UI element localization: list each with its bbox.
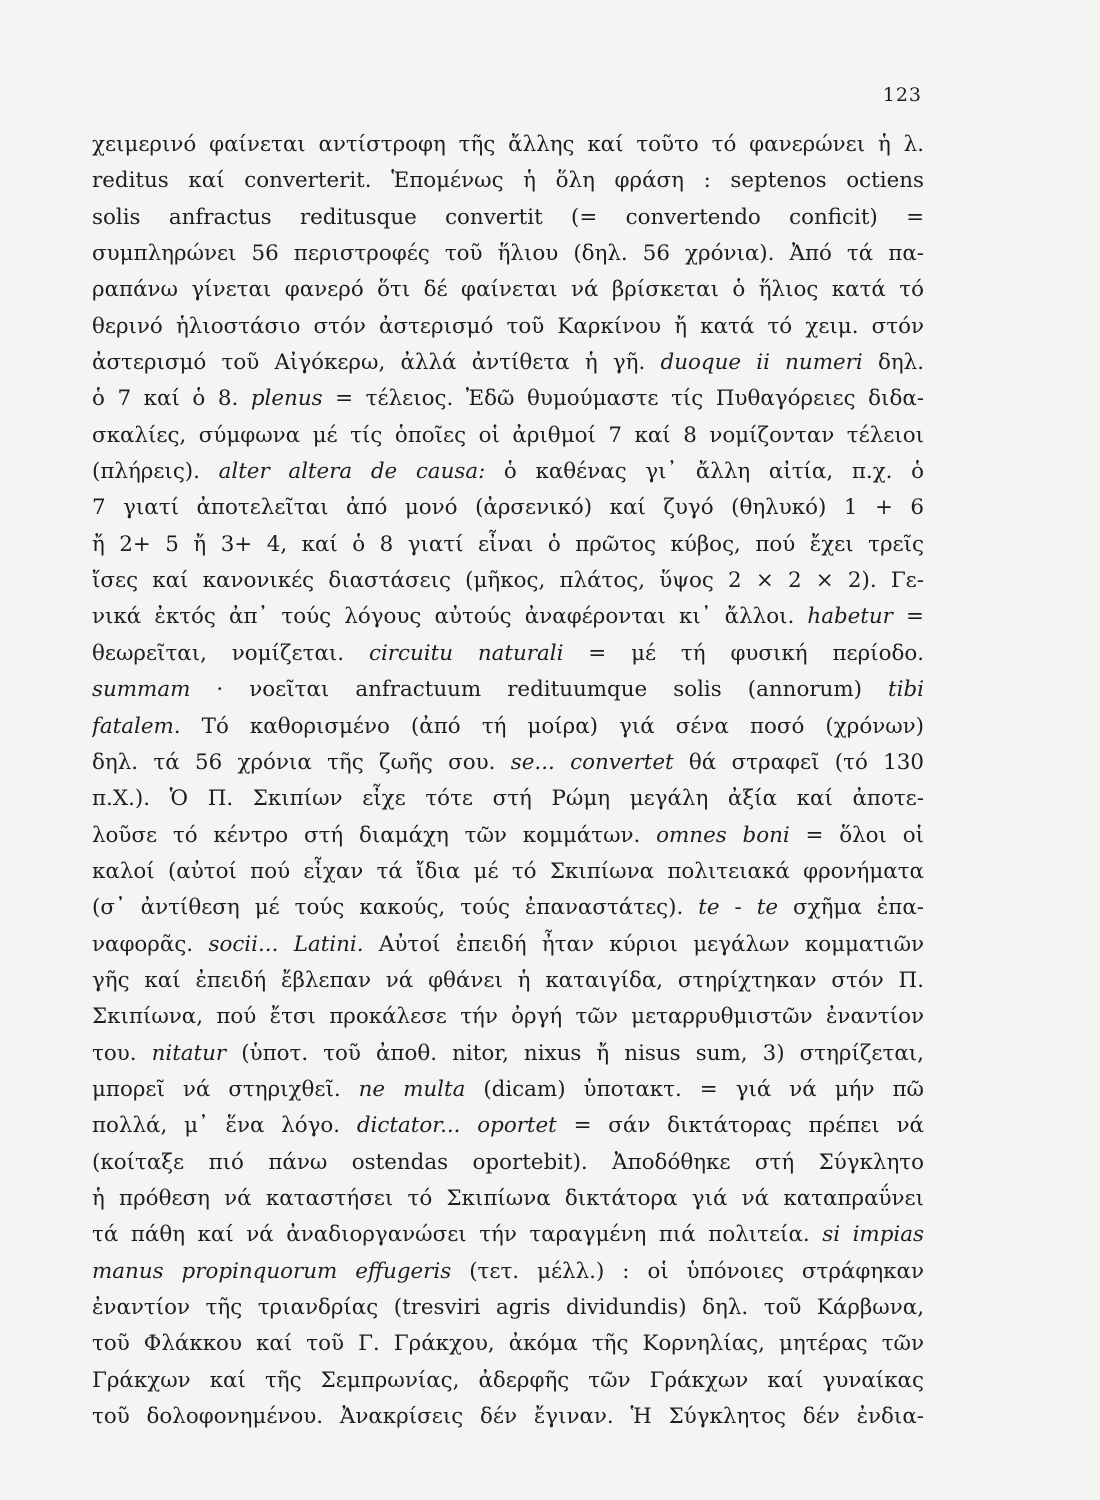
text-span: (σ᾽ ἀντίθεση μέ τούς κακούς, τούς ἐπαναστάτες). [92,895,699,921]
text-line [92,599,924,635]
text-line [92,745,924,781]
text-span: ἀστερισμό τοῦ Αἰγόκερω, ἀλλά ἀντίθετα ἡ γῆ. [92,350,661,376]
text-span: Γράκχων καί τῆς Σεμπρωνίας, ἀδερφῆς τῶν Γράκχων καί γυναίκας [92,1367,924,1393]
text-span: δηλ. [862,350,924,376]
text-line [92,1399,924,1435]
text-span: γῆς καί ἐπειδή ἔβλεπαν νά φθάνει ἡ καταιγίδα, στηρίχτηκαν στόν Π. [92,967,924,993]
text-line [92,818,924,854]
text-span: = ὅλοι οἱ [789,822,924,848]
text-line [92,781,924,817]
text-span: συμπληρώνει 56 περιστροφές τοῦ ἥλιου (δηλ. 56 χρόνια). Ἀπό τά πα- [92,241,924,267]
latin-term: alter altera de causa: [218,459,486,485]
text-span: τοῦ Φλάκκου καί τοῦ Γ. Γράκχου, ἀκόμα τῆς Κορνηλίας, μητέρας τῶν [92,1331,924,1357]
latin-term: duoque ii numeri [660,350,863,376]
latin-term: tibi [888,677,924,703]
text-span: solis anfractus reditusque convertit (= convertendo conficit) = [92,204,924,230]
text-line [92,1072,924,1108]
latin-term: ne multa [358,1076,466,1102]
text-span: ἤ 2+ 5 ἤ 3+ 4, καί ὁ 8 γιατί εἶναι ὁ πρῶτος κύβος, πού ἔχει τρεῖς [92,531,924,557]
latin-term: te - te [698,895,779,921]
text-span: (πλήρεις). [92,459,219,485]
text-line [92,345,924,381]
text-span: 7 γιατί ἀποτελεῖται ἀπό μονό (ἀρσενικό) καί ζυγό (θηλυκό) 1 + 6 [92,495,924,521]
text-span: (dicam) ὑποτακτ. = γιά νά μήν πῶ [465,1076,924,1102]
text-line [92,1036,924,1072]
text-line [92,854,924,890]
text-span: θά στραφεῖ (τό 130 [673,749,924,775]
text-line [92,563,924,599]
text-span: = [892,604,924,630]
text-span: ἴσες καί κανονικές διαστάσεις (μῆκος, πλάτος, ὕψος 2 × 2 × 2). Γε- [92,568,924,594]
text-span: Τό καθορισμένο (ἀπό τή μοίρα) γιά σένα ποσό (χρόνων) [180,713,924,739]
text-span: καλοί (αὐτοί πού εἶχαν τά ἴδια μέ τό Σκιπίωνα πολιτειακά φρονήματα [92,858,924,884]
text-span: θερινό ἡλιοστάσιο στόν ἀστερισμό τοῦ Καρκίνου ἤ κατά τό χειμ. στόν [92,313,924,339]
text-line [92,1181,924,1217]
text-span: ἡ πρόθεση νά καταστήσει τό Σκιπίωνα δικτάτορα γιά νά καταπραΰνει [92,1185,924,1211]
text-span: · νοεῖται anfractuum redituumque solis (annorum) [190,677,889,703]
text-line [92,890,924,926]
latin-term: se... convertet [510,749,674,775]
text-span: (κοίταξε πιό πάνω ostendas oportebit). Ἀποδόθηκε στή Σύγκλητο [92,1149,924,1175]
text-span: μπορεῖ νά στηριχθεῖ. [92,1076,359,1102]
text-line [92,927,924,963]
text-span: Σκιπίωνα, πού ἔτσι προκάλεσε τήν ὀργή τῶν μεταρρυθμιστῶν ἐναντίον [92,1004,924,1030]
text-line [92,1326,924,1362]
text-line [92,127,924,163]
text-line [92,200,924,236]
text-line [92,163,924,199]
text-line [92,672,924,708]
text-line [92,963,924,999]
text-line [92,1363,924,1399]
text-span: ραπάνω γίνεται φανερό ὅτι δέ φαίνεται νά βρίσκεται ὁ ἥλιος κατά τό [92,277,924,303]
text-span: νικά ἐκτός ἀπ᾽ τούς λόγους αὐτούς ἀναφέρονται κι᾽ ἄλλοι. [92,604,808,630]
text-line [92,236,924,272]
text-span: (τετ. μέλλ.) : οἱ ὑπόνοιες στράφηκαν [451,1258,924,1284]
text-span: = σάν δικτάτορας πρέπει νά [556,1113,924,1139]
text-line [92,381,924,417]
text-line [92,418,924,454]
latin-term: summam [92,677,191,703]
text-span: λοῦσε τό κέντρο στή διαμάχη τῶν κομμάτων. [92,822,657,848]
text-line [92,490,924,526]
latin-term: nitatur [151,1040,227,1066]
text-line [92,1254,924,1290]
latin-term: habetur [807,604,893,630]
text-line [92,1290,924,1326]
text-span: (ὑποτ. τοῦ ἀποθ. nitor, nixus ἤ nisus sum, 3) στηρίζεται, [226,1040,924,1066]
text-span: = μέ τή φυσική περίοδο. [563,640,924,666]
text-line [92,1108,924,1144]
latin-term: manus propinquorum effugeris [92,1258,452,1284]
text-span: ναφορᾶς. [92,931,209,957]
text-line [92,999,924,1035]
text-span: ἐναντίον τῆς τριανδρίας (tresviri agris dividundis) δηλ. τοῦ Κάρβωνα, [92,1295,924,1320]
text-span: τοῦ δολοφονημένου. Ἀνακρίσεις δέν ἔγιναν. Ἡ Σύγκλητος δέν ἐνδια- [92,1404,924,1430]
text-span: του. [92,1040,152,1066]
text-span: reditus καί converterit. Ἑπομένως ἡ ὅλη φράση : septenos octiens [92,168,924,194]
text-span: τά πάθη καί νά ἀναδιοργανώσει τήν ταραγμένη πιά πολιτεία. [92,1222,823,1248]
text-line [92,636,924,672]
text-span: π.Χ.). Ὁ Π. Σκιπίων εἶχε τότε στή Ρώμη μεγάλη ἀξία καί ἀποτε- [92,786,924,812]
text-line [92,527,924,563]
text-span: = τέλειος. Ἐδῶ θυμούμαστε τίς Πυθαγόρειες διδα- [322,386,924,412]
text-span: χειμερινό φαίνεται αντίστροφη τῆς ἄλλης καί τοῦτο τό φανερώνει ἡ λ. [92,132,924,157]
text-span: ὁ 7 καί ὁ 8. [92,386,251,412]
text-span: θεωρεῖται, νομίζεται. [92,640,369,666]
text-span: δηλ. τά 56 χρόνια τῆς ζωῆς σου. [92,749,511,775]
body-text [92,127,924,1435]
text-line [92,1217,924,1253]
text-line [92,1145,924,1181]
latin-term: plenus [250,386,323,412]
latin-term: socii... Latini. [208,931,364,957]
text-line [92,709,924,745]
text-span: πολλά, μ᾽ ἕνα λόγο. [92,1113,357,1139]
latin-term: omnes boni [656,822,790,848]
page-number: 123 [882,84,922,106]
latin-term: fatalem. [92,713,181,739]
latin-term: si impias [822,1222,924,1248]
text-line [92,309,924,345]
text-span: ὁ καθένας γι᾽ ἄλλη αἰτία, π.χ. ὁ [485,459,924,485]
text-line [92,272,924,308]
text-line [92,454,924,490]
latin-term: circuitu naturali [368,640,564,666]
latin-term: dictator... oportet [356,1113,557,1139]
text-span: σχῆμα ἐπα- [778,895,924,921]
text-span: σκαλίες, σύμφωνα μέ τίς ὁποῖες οἱ ἀριθμοί 7 καί 8 νομίζονταν τέλειοι [92,422,924,448]
text-span: Αὐτοί ἐπειδή ἦταν κύριοι μεγάλων κομματιῶν [363,931,924,957]
